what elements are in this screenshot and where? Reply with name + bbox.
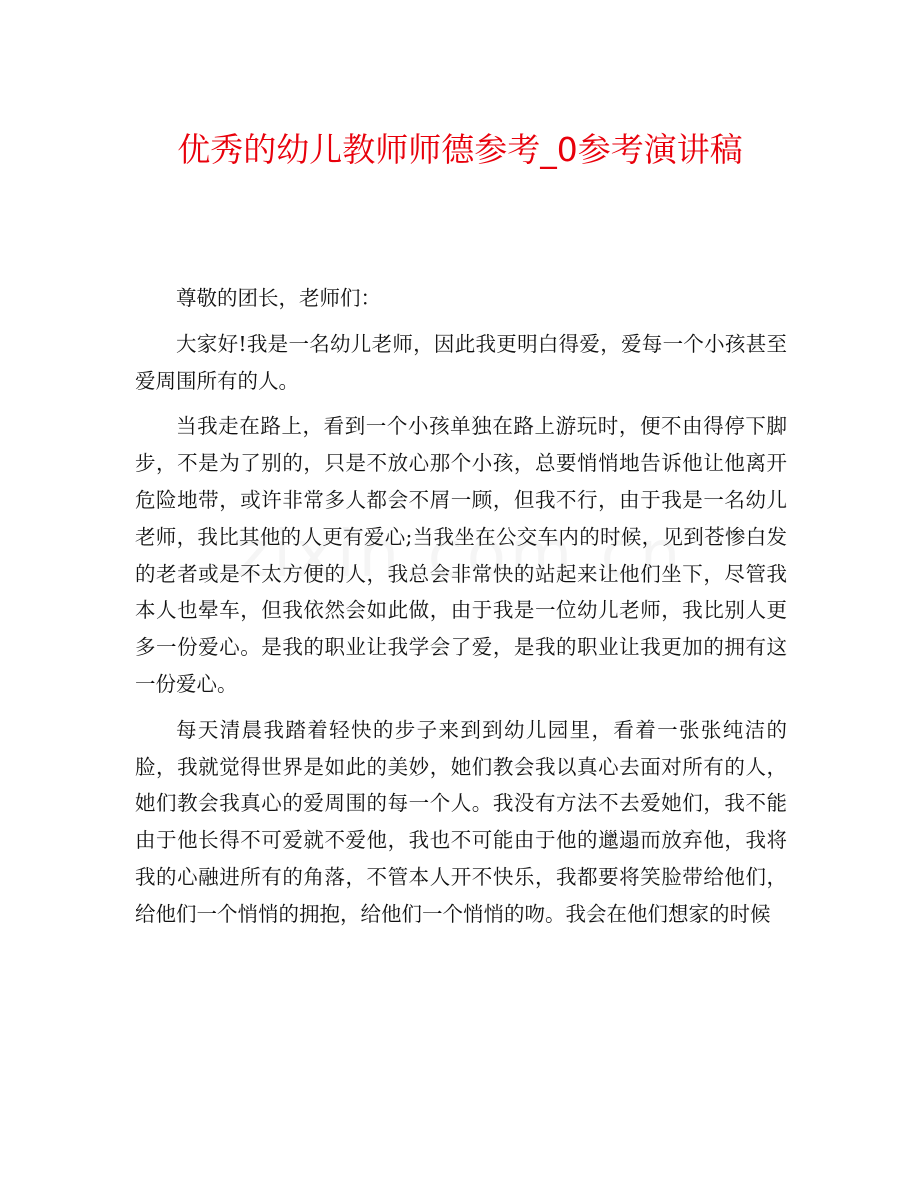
paragraph-street-story: 当我走在路上，看到一个小孩单独在路上游玩时，便不由得停下脚步，不是为了别的，只是不放心那个小孩，总要悄悄地告诉他让他离开危险地带，或许非常多人都会不屑一顾，但我不行，由于我是一名幼儿老师，我比其他的人更有爱心;当我坐在公交车内的时候，见到苍惨白发的老者或是不太方便的人，我总会非常快的站起来让他们坐下，尽管我本人也晕车，但我依然会如此做，由于我是一位幼儿老师，我比别人更多一份爱心。是我的职业让我学会了爱，是我的职业让我更加的拥有这一份爱心。: [135, 414, 787, 696]
document-body: [135, 280, 787, 942]
paragraph-salutation: 尊敬的团长，老师们：: [176, 286, 381, 310]
document-title: 优秀的幼儿教师师德参考_0参考演讲稿: [177, 130, 743, 169]
paragraph-kindergarten: 每天清晨我踏着轻快的步子来到到幼儿园里，看着一张张纯洁的脸，我就觉得世界是如此的美妙，她们教会我以真心去面对所有的人，她们教会我真心的爱周围的每一个人。我没有方法不去爱她们，我不能由于他长得不可爱就不爱他，我也不可能由于他的邋遢而放弃他，我将我的心融进所有的角落，不管本人开不快乐，我都要将笑脸带给他们，给他们一个悄悄的拥抱，给他们一个悄悄的吻。我会在他们想家的时候: [135, 717, 787, 926]
paragraph-greeting: 大家好!我是一名幼儿老师，因此我更明白得爱，爱每一个小孩甚至爱周围所有的人。: [135, 331, 787, 393]
